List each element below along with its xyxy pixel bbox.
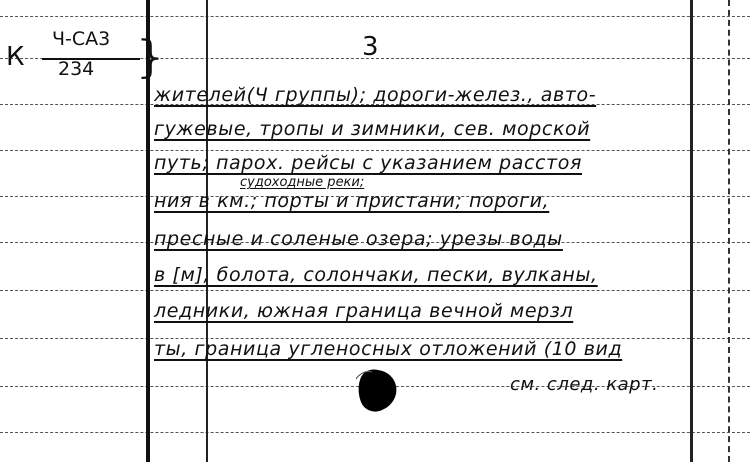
- text-line: гужевые, тропы и зимники, сев. морской: [154, 118, 591, 140]
- text-line: ты, граница угленосных отложений (10 вид: [154, 338, 623, 360]
- page-number: 3: [362, 32, 379, 62]
- catalog-code-prefix: К: [6, 42, 25, 72]
- ruled-line: [0, 290, 750, 291]
- text-line: ледники, южная граница вечной мерзл: [154, 300, 574, 322]
- edge-line: [728, 0, 730, 462]
- continuation-note: см. след. карт.: [510, 374, 659, 395]
- catalog-code-numerator: Ч-СА3: [52, 28, 111, 50]
- ruled-line: [0, 432, 750, 433]
- ink-blot: [356, 368, 398, 414]
- closing-brace: }: [136, 32, 164, 83]
- text-line: жителей(Ч группы); дороги-желез., авто-: [154, 84, 597, 106]
- text-line: пресные и соленые озера; урезы воды: [154, 228, 563, 250]
- text-line: в [м], болота, солончаки, пески, вулканы,: [154, 264, 598, 286]
- catalog-code-denominator: 234: [58, 58, 95, 80]
- text-line: ния в км.; порты и пристани; пороги,: [154, 190, 550, 212]
- column-line: [690, 0, 693, 462]
- text-line: путь; парох. рейсы с указанием расстоя: [154, 152, 582, 174]
- ruled-line: [0, 16, 750, 17]
- ruled-line: [0, 150, 750, 151]
- catalog-code: [6, 28, 164, 86]
- interlinear-insert: судоходные реки;: [240, 175, 365, 190]
